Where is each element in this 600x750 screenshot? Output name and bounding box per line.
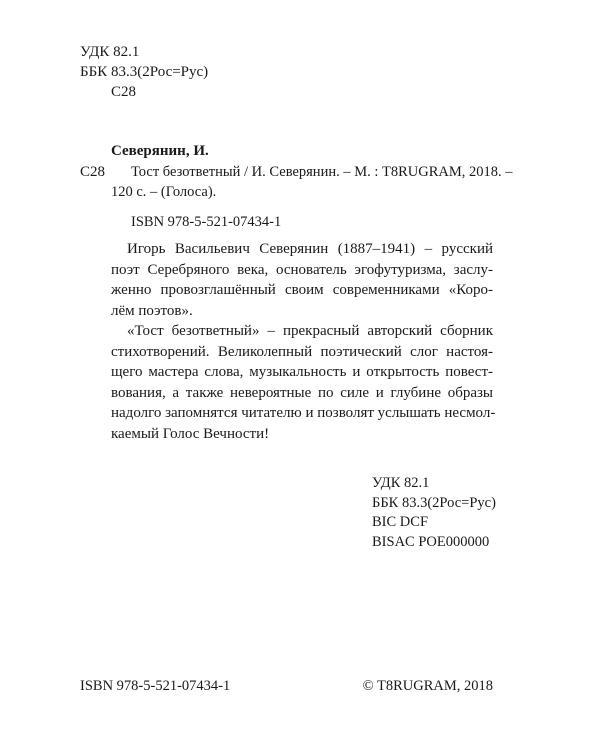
bbk-code: ББК 83.3(2Рос=Рус) bbox=[372, 494, 496, 511]
bib-isbn: ISBN 978-5-521-07434-1 bbox=[131, 214, 282, 230]
bib-description-line-2: 120 с. – (Голоса). bbox=[111, 184, 217, 200]
bic-code: BIC DCF bbox=[372, 514, 429, 530]
annotation-line: женно провозглашённый своим современниками «Коро- bbox=[111, 282, 493, 298]
annotation-line: вования, а также невероятные по силе и глубине образы bbox=[111, 384, 493, 401]
author-sign: С28 bbox=[80, 164, 106, 180]
footer-copyright: © T8RUGRAM, 2018 bbox=[362, 678, 493, 694]
annotation-line: Игорь Васильевич Северянин (1887–1941) – русский bbox=[127, 241, 493, 257]
author-sign-top: С28 bbox=[111, 84, 137, 100]
udk-code-top: УДК 82.1 bbox=[80, 44, 140, 60]
annotation-line: лём поэтов». bbox=[111, 302, 193, 319]
bib-description-line-1: Тост безответный / И. Северянин. – М. : T8RUGRAM, 2018. – bbox=[131, 164, 513, 180]
annotation-paragraph-2 bbox=[111, 321, 496, 444]
annotation-line: надолго запомнятся читателю и позволят услышать несмол- bbox=[111, 405, 496, 421]
bisac-code: BISAC POE000000 bbox=[372, 533, 490, 550]
annotation-line: щего мастера слова, музыкальность и открытость повест- bbox=[111, 364, 493, 380]
annotation-line: стихотворений. Великолепный поэтический слог настоя- bbox=[111, 343, 493, 360]
annotation-line: поэт Серебряного века, основатель эгофутуризма, заслу- bbox=[111, 261, 493, 278]
bbk-code-top: ББК 83.3(2Рос=Рус) bbox=[80, 64, 209, 80]
footer-isbn: ISBN 978-5-521-07434-1 bbox=[80, 678, 231, 694]
annotation-line: «Тост безответный» – прекрасный авторский сборник bbox=[127, 323, 493, 339]
udk-code: УДК 82.1 bbox=[372, 475, 430, 491]
annotation-line: каемый Голос Вечности! bbox=[111, 425, 270, 442]
annotation-paragraph-1 bbox=[111, 239, 493, 321]
author-heading: Северянин, И. bbox=[111, 143, 209, 159]
classification-block bbox=[372, 474, 496, 552]
